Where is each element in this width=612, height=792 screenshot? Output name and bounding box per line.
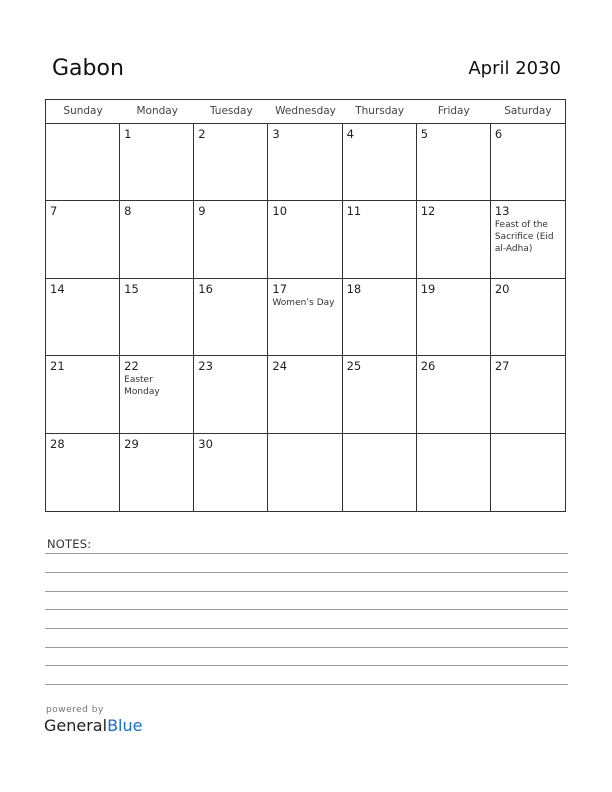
day-cell[interactable] (343, 434, 417, 511)
day-number: 17 (272, 281, 288, 296)
day-number: 27 (494, 359, 510, 374)
calendar-grid (45, 99, 566, 512)
note-line (45, 628, 568, 629)
weekday-header-thursday: Thursday (355, 105, 405, 117)
note-line (45, 684, 568, 685)
day-number: 24 (272, 359, 288, 374)
day-cell[interactable] (268, 434, 342, 511)
day-cell[interactable] (120, 356, 194, 433)
day-number: 7 (50, 204, 58, 219)
day-number: 25 (346, 359, 362, 374)
weekday-header-tuesday: Tuesday (209, 105, 253, 117)
note-line (45, 665, 568, 666)
weekday-header-friday: Friday (437, 105, 470, 117)
day-cell[interactable] (194, 279, 268, 356)
day-cell[interactable] (120, 279, 194, 356)
day-cell[interactable] (194, 124, 268, 201)
note-line (45, 609, 568, 610)
day-cell[interactable] (46, 201, 120, 278)
brand-name-general: General (44, 716, 108, 735)
day-cell[interactable] (343, 201, 417, 278)
weekday-header-sunday: Sunday (63, 105, 103, 117)
day-number: 23 (198, 359, 213, 374)
month-year-title: April 2030 (468, 58, 561, 79)
day-cell[interactable] (120, 434, 194, 511)
day-number: 10 (272, 204, 288, 219)
day-cell[interactable] (46, 279, 120, 356)
day-number: 15 (124, 281, 139, 296)
days-grid (46, 124, 565, 511)
brand-name-blue: Blue (107, 716, 143, 735)
day-cell[interactable] (491, 279, 565, 356)
weekday-header-monday: Monday (136, 105, 178, 117)
note-line (45, 591, 568, 592)
day-number: 14 (50, 281, 65, 296)
day-number: 19 (420, 281, 436, 296)
weekday-header-saturday: Saturday (504, 105, 552, 117)
day-cell[interactable] (491, 201, 565, 278)
day-cell[interactable] (417, 279, 491, 356)
day-cell[interactable] (46, 124, 120, 201)
day-number: 12 (420, 204, 436, 219)
note-line (45, 572, 568, 573)
day-cell[interactable] (343, 356, 417, 433)
holiday-label: Women’s Day (272, 297, 335, 308)
day-cell[interactable] (46, 434, 120, 511)
day-cell[interactable] (417, 356, 491, 433)
day-number: 8 (124, 204, 132, 219)
day-number: 26 (420, 359, 436, 374)
day-number: 4 (346, 127, 354, 141)
day-cell[interactable] (491, 434, 565, 511)
country-title: Gabon (52, 56, 124, 81)
day-cell[interactable] (194, 434, 268, 511)
day-number: 21 (50, 359, 65, 374)
day-number: 1 (124, 127, 132, 141)
day-cell[interactable] (120, 201, 194, 278)
day-cell[interactable] (194, 201, 268, 278)
note-line (45, 553, 568, 554)
day-cell[interactable] (194, 356, 268, 433)
day-cell[interactable] (46, 356, 120, 433)
day-cell[interactable] (417, 434, 491, 511)
day-number: 3 (272, 127, 280, 141)
day-number: 2 (198, 127, 206, 141)
day-cell[interactable] (120, 124, 194, 201)
day-number: 9 (198, 204, 206, 219)
day-cell[interactable] (268, 201, 342, 278)
holiday-label: Feast of the Sacrifice (Eid al-Adha) (494, 220, 554, 255)
day-number: 16 (198, 281, 213, 296)
day-number: 30 (198, 436, 213, 451)
day-cell[interactable] (491, 124, 565, 201)
day-number: 13 (494, 204, 510, 219)
day-number: 18 (346, 281, 362, 296)
day-cell[interactable] (268, 356, 342, 433)
day-number: 22 (124, 359, 139, 374)
weekday-header-row (46, 100, 565, 124)
day-number: 5 (420, 127, 429, 141)
day-cell[interactable] (343, 124, 417, 201)
day-number: 11 (346, 204, 362, 219)
day-cell[interactable] (417, 124, 491, 201)
day-cell[interactable] (343, 279, 417, 356)
note-line (45, 647, 568, 648)
day-number: 6 (494, 127, 503, 141)
day-number: 28 (50, 436, 65, 451)
holiday-label: Easter Monday (124, 375, 160, 398)
notes-label: NOTES: (47, 537, 92, 551)
day-cell[interactable] (268, 124, 342, 201)
day-cell[interactable] (417, 201, 491, 278)
day-cell[interactable] (491, 356, 565, 433)
day-number: 29 (124, 436, 139, 451)
weekday-header-wednesday: Wednesday (275, 105, 336, 117)
powered-by-text: powered by (46, 705, 104, 715)
day-cell[interactable] (268, 279, 342, 356)
brand-logo[interactable] (44, 716, 142, 735)
day-number: 20 (494, 281, 510, 296)
